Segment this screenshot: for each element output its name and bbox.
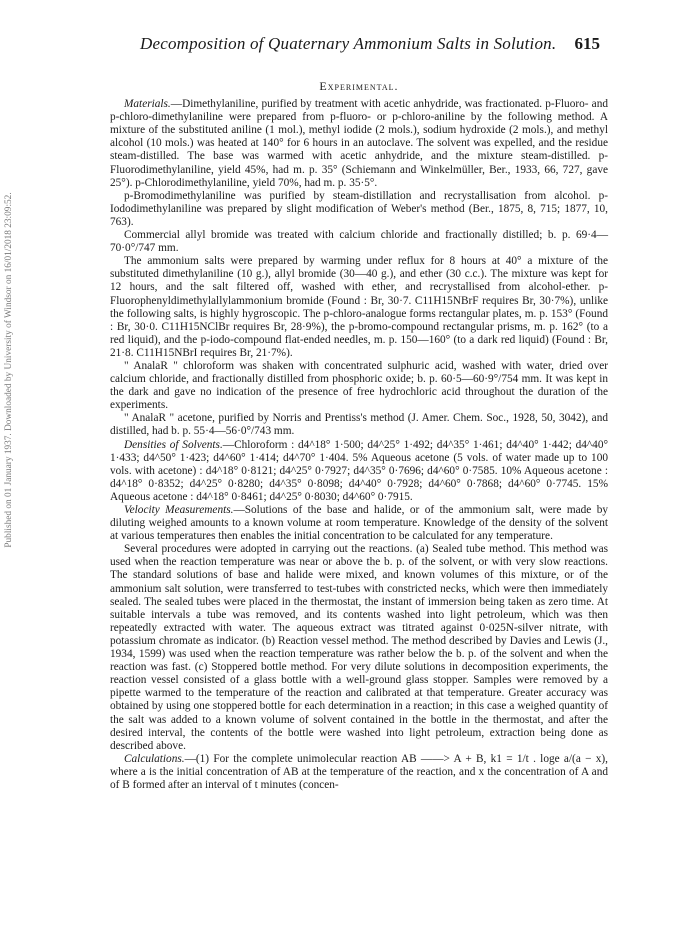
paragraph-bromodimethylaniline [110, 190, 608, 229]
paragraph-calculations [110, 753, 608, 792]
paragraph-heading: Velocity Measurements. [124, 504, 234, 516]
page-number: 615 [574, 34, 600, 53]
paragraph-acetone [110, 412, 608, 438]
paragraph-chloroform [110, 360, 608, 412]
paragraph-ammonium-salts [110, 255, 608, 360]
paragraph-materials [110, 98, 608, 190]
running-title: Decomposition of Quaternary Ammonium Salts in Solution. [140, 34, 557, 53]
paragraph-text: " AnalaR " acetone, purified by Norris and Prentiss's method (J. Amer. Chem. Soc., 1928, 50, 3042), and distilled, had b. p. 55·4—56·0°/743 mm. [110, 412, 608, 438]
paragraph-densities [110, 439, 608, 504]
paragraph-text: p-Bromodimethylaniline was purified by steam-distillation and recrystallisation from alcohol. p-Iododimethylaniline was prepared by slight modification of Weber's method (Ber., 1875, 8, 715; 1877, 10, 763). [110, 189, 608, 228]
paragraph-text: Commercial allyl bromide was treated with calcium chloride and fractionally distilled; b. p. 69·4—70·0°/747 mm. [110, 229, 608, 255]
paragraph-text: —Dimethylaniline, purified by treatment with acetic anhydride, was fractionated. p-Fluoro- and p-chloro-dimethylaniline were prepared from p-fluoro- or p-chloro-aniline by the following method. A mixture of the substituted aniline (1 mol.), methyl iodide (2 mols.), sodium hydroxide (2 mols.), and methyl alcohol (10 mols.) was heated at 140° for 6 hours in an autoclave. The solvent was expelled, and the residue steam-distilled. The base was warmed with acetic anhydride, and the mixture steam-distilled. p-Fluorodimethylaniline, yield 45%, had m. p. 35° (Schiemann and Winkelmüller, Ber., 1933, 66, 727, gave 25°). p-Chlorodimethylaniline, yield 70%, had m. p. 35·5°. [110, 98, 608, 189]
paragraph-text: The ammonium salts were prepared by warming under reflux for 8 hours at 40° a mixture of the substituted dimethylaniline (10 g.), allyl bromide (30—40 g.), and ether (30 c.c.). The mixture was kept for 12 hours, and the salt filtered off, washed with ether, and recrystallised from alcohol-ether. p-Fluorophenyldimethylallylammonium bromide (Found : Br, 30·7. C11H15NBrF requires Br, 30·7%), unlike the following salts, is highly hygroscopic. The p-chloro-analogue forms rectangular plates, m. p. 153° (Found : Br, 30·0. C11H15NClBr requires Br, 28·9%), the p-bromo-compound rectangular prisms, m. p. 162° (to a red liquid), and the p-iodo-compound flat-ended needles, m. p. 150—160° (to a dark red liquid) (Found : Br, 21·8. C11H15NBrI requires Br, 21·7%). [110, 255, 608, 359]
article-body [110, 80, 608, 792]
paragraph-text: " AnalaR " chloroform was shaken with concentrated sulphuric acid, washed with water, dried over calcium chloride, and fractionally distilled from phosphoric oxide; b. p. 60·5—60·9°/754 mm. It was kept in the dark and gave no indication of the presence of free hydrochloric acid throughout the duration of the experiments. [110, 359, 608, 412]
paragraph-procedures [110, 543, 608, 753]
paragraph-heading: Materials. [124, 98, 171, 111]
paragraph-text: —Chloroform : d4^18° 1·500; d4^25° 1·492; d4^35° 1·461; d4^40° 1·442; d4^40° 1·433; d4^50° 1·423; d4^60° 1·414; d4^70° 1·404. 5% Aqueous acetone (5 vols. of water made up to 100 vols. with acetone) : d4^18° 0·8121; d4^25° 0·7927; d4^35° 0·7696; d4^60° 0·7585. 10% Aqueous acetone : d4^18° 0·8352; d4^25° 0·8280; d4^35° 0·8098; d4^40° 0·7928; d4^60° 0·7868; d4^60° 0·7745. 15% Aqueous acetone : d4^18° 0·8461; d4^25° 0·8030; d4^60° 0·7915. [110, 438, 608, 503]
page-header [140, 34, 600, 62]
paragraph-text: —(1) For the complete unimolecular reaction AB ——> A + B, k1 = 1/t . loge a/(a − x), where a is the initial concentration of AB at the temperature of the reaction, and x the concentration of A and of B formed after an interval of t minutes (concen- [110, 752, 608, 791]
section-title: Experimental. [319, 79, 399, 93]
paragraph-heading: Calculations. [124, 752, 185, 765]
paragraph-text: Several procedures were adopted in carrying out the reactions. (a) Sealed tube method. This method was used when the reaction temperature was near or above the b. p. of the solvent, or with very slow reactions. The standard solutions of base and halide were mixed, and known volumes of this mixture, or of the ammonium salt solution, were transferred to test-tubes with constricted necks, which were then immediately sealed. The sealed tubes were placed in the thermostat, the instant of immersion being taken as zero time. At suitable intervals a tube was removed, and its contents washed into light petroleum, which was then repeatedly extracted with water. The aqueous extract was titrated against 0·025N-silver nitrate, with potassium chromate as indicator. (b) Reaction vessel method. The method described by Davies and Lewis (J., 1934, 1599) was used when the reaction temperature was rather below the b. p. of the solvent and when the reaction was fast. (c) Stoppered bottle method. For very dilute solutions in decomposition experiments, the reaction vessel consisted of a glass bottle with a well-ground glass stopper. Samples were removed by a pipette warmed to the temperature of the reaction and calibrated at that temperature. Greater accuracy was obtained by using one stoppered bottle for each determination in a reaction; in this case a weighed quantity of the salt was added to a known volume of solvent contained in the bottle in the thermostat, and after the desired interval, the contents of the bottle were washed into light petroleum, extraction being done as described above. [110, 543, 608, 752]
download-notice [2, 140, 16, 600]
download-notice-text: Published on 01 January 1937. Downloaded by University of Windsor on 16/01/2018 23:09:52. [4, 192, 14, 548]
paragraph-text: —Solutions of the base and halide, or of the ammonium salt, were made by diluting weighed amounts to a known volume at room temperature. Knowledge of the density of the solvent at various temperatures then enables the initial concentration to be calculated for any temperature. [110, 504, 608, 543]
paragraph-allyl-bromide [110, 229, 608, 255]
paragraph-velocity [110, 504, 608, 543]
paragraph-heading: Densities of Solvents. [124, 438, 223, 451]
